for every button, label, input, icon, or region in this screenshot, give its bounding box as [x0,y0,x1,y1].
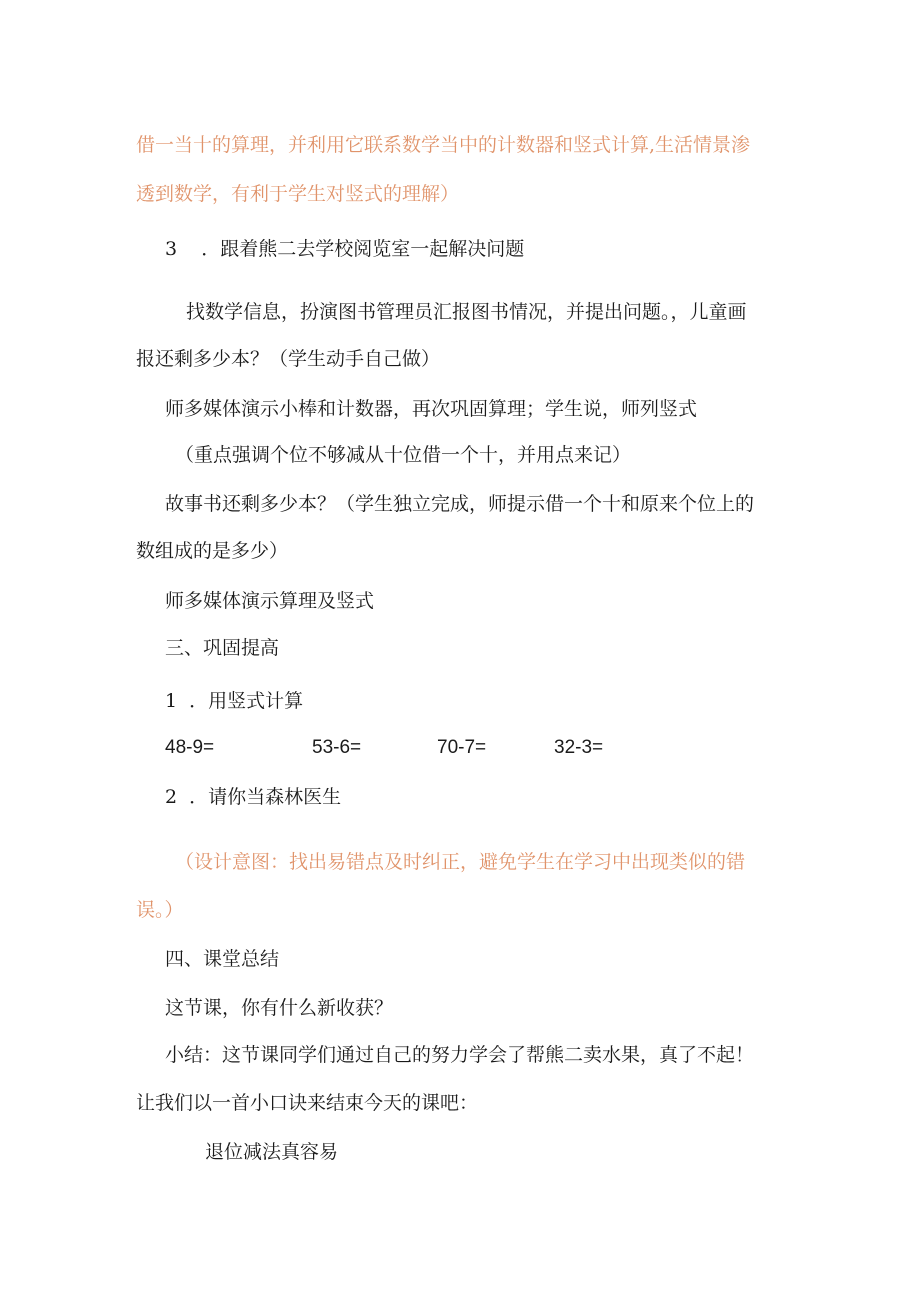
summary-line1: 小结：这节课同学们通过自己的努力学会了帮熊二卖水果，真了不起！ [165,1044,755,1066]
reflection-question: 这节课，你有什么新收获？ [165,997,394,1019]
info-paragraph-line2: 报还剩多少本？（学生动手自己做） [136,348,441,370]
section-3-heading: 三、巩固提高 [165,637,280,659]
design-note-1-line1: 借一当十的算理，并利用它联系数学当中的计数器和竖式计算,生活情景渗 [136,134,751,156]
calc-item: 48-9= [165,737,215,758]
story-question-line2: 数组成的是多少） [136,540,289,562]
teacher-demo-2: 师多媒体演示算理及竖式 [165,590,375,612]
section-4-heading: 四、课堂总结 [165,948,280,970]
exercise-2-heading: 2 ．请你当森林医生 [165,786,342,808]
calc-item: 70-7= [437,737,487,758]
calc-item: 32-3= [554,737,604,758]
summary-line2: 让我们以一首小口诀来结束今天的课吧： [136,1092,479,1114]
info-paragraph-line1: 找数学信息，扮演图书管理员汇报图书情况，并提出问题。，儿童画 [186,301,747,323]
teacher-demo-1: 师多媒体演示小棒和计数器，再次巩固算理；学生说，师列竖式 [165,398,698,420]
step-3-heading: 3 ．跟着熊二去学校阅览室一起解决问题 [165,238,525,260]
design-note-1-line2: 透到数学，有利于学生对竖式的理解） [136,183,460,205]
calc-item: 53-6= [312,737,362,758]
exercise-1-heading: 1 ．用竖式计算 [165,690,304,712]
emphasis-note: （重点强调个位不够减从十位借一个十，并用点来记） [175,444,632,466]
rhyme-line: 退位减法真容易 [205,1141,339,1163]
design-note-2-line2: 误。） [136,899,184,921]
story-question-line1: 故事书还剩多少本？（学生独立完成，师提示借一个十和原来个位上的 [165,493,755,515]
design-note-2-line1: （设计意图：找出易错点及时纠正，避免学生在学习中出现类似的错 [175,851,746,873]
